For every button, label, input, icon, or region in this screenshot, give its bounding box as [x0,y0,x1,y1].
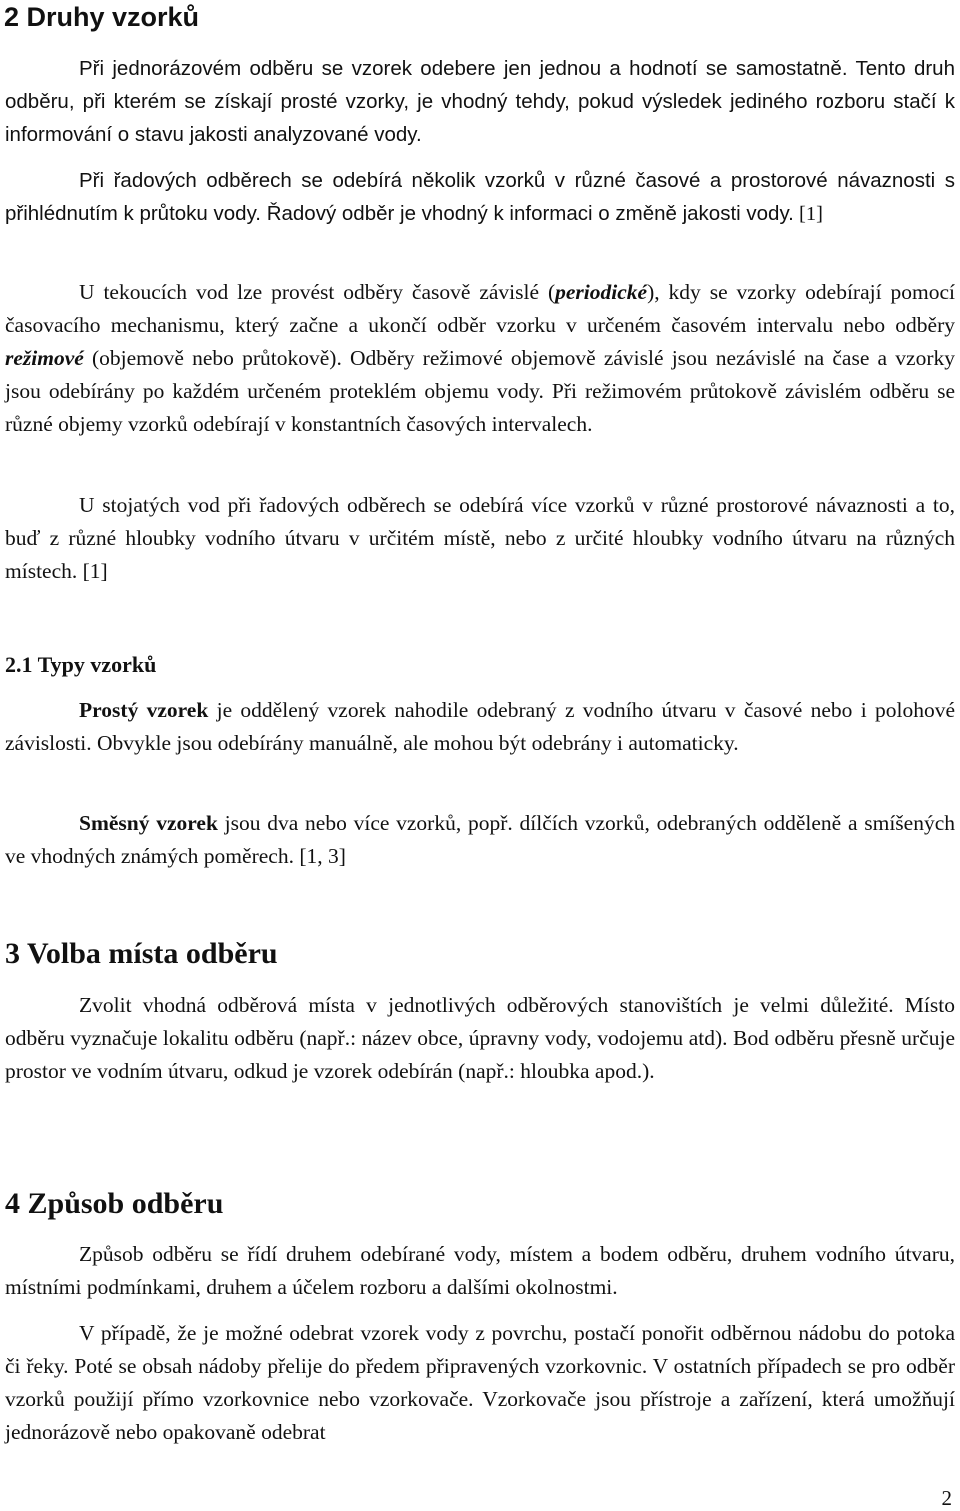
text-segment: je oddělený vzorek nahodile odebraný z vodního útvaru v časové nebo i polohové závislosti. Obvykle jsou odebírány manuálně, ale mohou být odebrány i automaticky. [5,698,955,755]
text-segment: U tekoucích vod lze provést odběry časově závislé ( [79,280,556,304]
paragraph-prosty-vzorek [5,694,955,760]
term-prosty-vzorek: Prostý vzorek [79,698,209,722]
paragraph-odber-z-povrchu: V případě, že je možné odebrat vzorek vody z povrchu, postačí ponořit odběrnou nádobu do potoka či řeky. Poté se obsah nádoby přelije do předem připravených vzorkovnic. V ostatních případech se pro odběr vzorků použijí přímo vzorkovnice nebo vzorkovače. Vzorkovače jsou přístroje a zařízení, která umožňují jednorázově nebo opakovaně odebrat [5,1321,955,1444]
heading-volba-mista-odberu: 3 Volba místa odběru [5,937,278,970]
page-number: 2 [941,1486,952,1510]
paragraph-zpusob-odberu: Způsob odběru se řídí druhem odebírané vody, místem a bodem odběru, druhem vodního útvaru, místními podmínkami, druhem a účelem rozboru a dalšími okolnostmi. [5,1242,955,1299]
heading-typy-vzorku: 2.1 Typy vzorků [5,652,157,677]
heading-druhy-vzorku: 2 Druhy vzorků [4,2,200,32]
heading-zpusob-odberu: 4 Způsob odběru [5,1187,224,1220]
paragraph-smesny-vzorek [5,807,955,873]
paragraph-radove-odbery [5,164,955,231]
text-segment: (objemově nebo průtokově). Odběry režimové objemově závislé jsou nezávislé na čase a vzorky jsou odebírány po každém určeném proteklém objemu vody. Při režimovém průtokově závislém odběru se různé objemy vzorků odebírají v konstantních časových intervalech. [5,346,955,436]
text-segment: ), kdy se vzorky odebírají pomocí časovacího mechanismu, který začne a ukončí odběr vzorku v určeném časovém intervalu nebo odběry [5,280,955,337]
paragraph-stojate-vody: U stojatých vod při řadových odběrech se odebírá více vzorků v různé prostorové návaznosti a to, buď z různé hloubky vodního útvaru v určitém místě, nebo z určité hloubky vodního útvaru na různých místech. [1] [5,493,955,583]
paragraph-volba-mista: Zvolit vhodná odběrová místa v jednotlivých odběrových stanovištích je velmi důležité. Místo odběru vyznačuje lokalitu odběru (např.: název obce, úpravny vody, vodojemu atd). Bod odběru přesně určuje prostor ve vodním útvaru, odkud je vzorek odebírán (např.: hloubka apod.). [5,993,955,1083]
reference-1: [1] [793,203,823,225]
paragraph-jednorazovy-odber: Při jednorázovém odběru se vzorek odebere jen jednou a hodnotí se samostatně. Tento druh odběru, při kterém se získají prosté vzorky, je vhodný tehdy, pokud výsledek jediného rozboru stačí k informování o stavu jakosti analyzované vody. [5,57,955,146]
term-rezimove: režimové [5,346,84,370]
text-segment: jsou dva nebo více vzorků, popř. dílčích vzorků, odebraných odděleně a smíšených ve vhodných známých poměrech. [1, 3] [5,811,955,868]
paragraph-tekouci-vody [5,276,955,441]
term-smesny-vzorek: Směsný vzorek [79,811,218,835]
term-periodicke: periodické [555,280,648,304]
paragraph-radove-odbery-text: Při řadových odběrech se odebírá několik vzorků v různé časové a prostorové návaznosti s přihlédnutím k průtoku vody. Řadový odběr je vhodný k informaci o změně jakosti vody. [5,169,955,225]
